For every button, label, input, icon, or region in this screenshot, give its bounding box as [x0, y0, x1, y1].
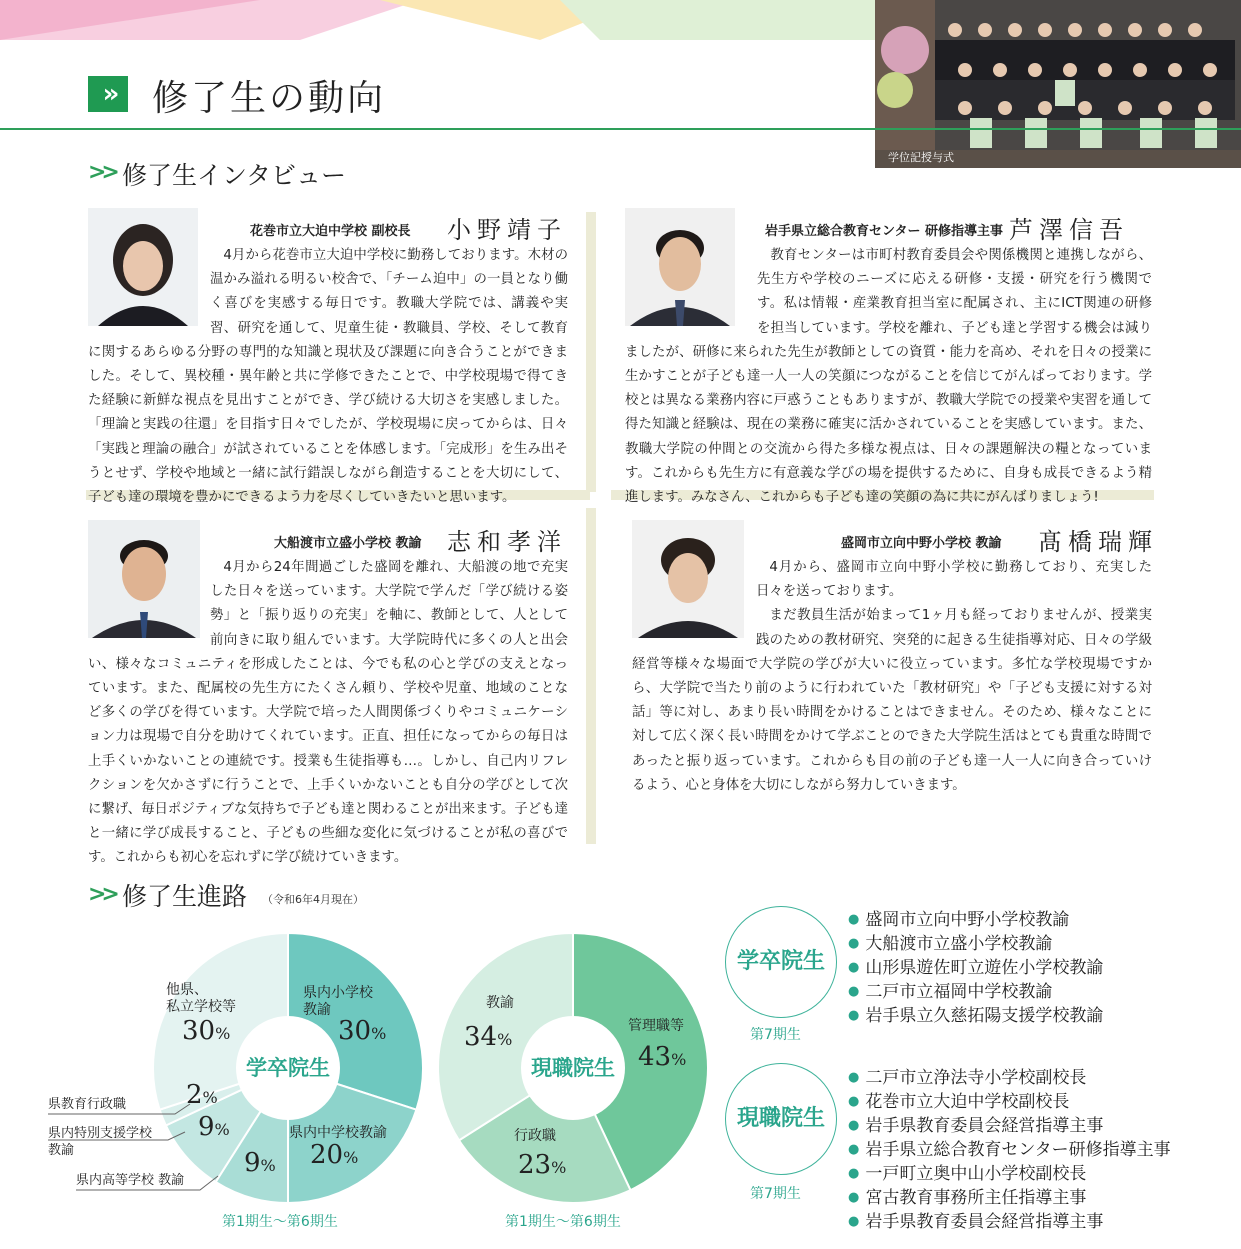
list-graduates	[848, 908, 1103, 1028]
header-rule	[0, 128, 1241, 130]
donut-center-graduates: 学卒院生	[246, 1056, 330, 1080]
period7-graduates: 第7期生	[750, 1027, 801, 1043]
leader-label-special: 県内特別支援学校 教諭	[48, 1126, 153, 1158]
interview-card-3	[88, 556, 568, 871]
list-item: ● 岩手県教育委員会経営指導主事	[848, 1114, 1171, 1138]
interview-text-ono: 4月から花巻市立大迫中学校に勤務しております。木材の温かみ溢れる明るい校舎で、「チーム迫中」の一員となり働く喜びを実感する毎日です。教職大学院では、講義や実習、研究を通して、児童生徒・教職員、学校、そして教育に関するあらゆる分野の専門的な知識と現状及び課題に向き合うことができました。そして、異校種・異年齢と共に学修できたことで、中学校現場で得てきた経験に新鮮な視点を見出すことができ、学び続ける大切さを実感しました。「理論と実践の往還」を目指す日々でしたが、学校現場に戻ってからは、日々「実践と理論の融合」が試されていることを体感します。「完成形」を生み出そうとせず、学校や地域と一緒に試行錯誤しながら創造することを大切にして、子ども達の環境を豊かにできるよう力を尽くしていきたいと思います。	[88, 248, 568, 506]
slice-value-admin: 2%	[186, 1080, 218, 1110]
photo-caption: 学位記授与式	[888, 151, 954, 164]
double-chevron-icon: >>	[88, 160, 115, 185]
divider-vertical-bottom	[586, 508, 596, 844]
list-inservice	[848, 1066, 1171, 1234]
list-item: ● 花巻市立大迫中学校副校長	[848, 1090, 1171, 1114]
list-item: ● 二戸市立福岡中学校教諭	[848, 980, 1103, 1004]
chevron-right-icon: »	[88, 76, 128, 112]
slice-label-elementary: 県内小学校 教諭	[303, 985, 373, 1018]
donut-center-inservice: 現職院生	[531, 1056, 615, 1080]
interview-text-takahashi-2: まだ教員生活が始まって1ヶ月も経っておりませんが、授業実践のための教材研究、突発的に起きる生徒指導対応、日々の学級経営等様々な場面で大学院の学びが大いに役立っています。多忙な学校現場ですから、大学院で当たり前のように行われていた「教材研究」や「子ども支援に対する対話」等に対し、あまり長い時間をかけることはできません。そのため、様々なことに対して広く深く長い時間をかけて学ぶことのできた大学院生活はとても貴重な時間であったと振り返っています。これからも目の前の子ども達一人一人に向き合っていけるよう、心と身体を大切にしながら努力していきます。	[632, 608, 1152, 793]
ceremony-photo	[875, 0, 1241, 168]
period-inservice: 第1期生～第6期生	[505, 1214, 621, 1230]
slice-value-elementary: 30%	[338, 1016, 387, 1046]
slice-value-special: 9%	[198, 1112, 230, 1142]
list-item: ● 岩手県教育委員会経営指導主事	[848, 1210, 1171, 1234]
slice-label-other: 他県、 私立学校等	[166, 982, 236, 1015]
name-ashizawa: 芦澤信吾	[1009, 216, 1129, 244]
slice-value-administration: 23%	[518, 1150, 567, 1180]
name-shiwa: 志和孝洋	[447, 528, 567, 556]
slice-label-teacher: 教諭	[486, 995, 514, 1011]
period7-inservice: 第7期生	[750, 1186, 801, 1202]
page-title: 修了生の動向	[152, 78, 387, 119]
list-item: ● 盛岡市立向中野小学校教諭	[848, 908, 1103, 932]
label-circle-graduates: 学卒院生	[725, 906, 837, 1018]
slice-label-administration: 行政職	[514, 1128, 556, 1144]
interview-card-4	[632, 556, 1152, 798]
slice-label-junior: 県内中学校教諭	[289, 1125, 387, 1141]
affiliation-ashizawa: 岩手県立総合教育センター 研修指導主事	[765, 224, 1004, 239]
interview-text-takahashi-1: 4月から、盛岡市立向中野小学校に勤務しており、充実した日々を送っております。	[756, 560, 1152, 600]
career-note: （令和6年4月現在）	[262, 893, 364, 906]
name-takahashi: 髙橋瑞輝	[1038, 528, 1158, 556]
period-graduates: 第1期生～第6期生	[222, 1214, 338, 1230]
slice-label-management: 管理職等	[628, 1018, 684, 1034]
slice-value-other: 30%	[182, 1016, 231, 1046]
list-item: ● 山形県遊佐町立遊佐小学校教諭	[848, 956, 1103, 980]
list-item: ● 二戸市立浄法寺小学校副校長	[848, 1066, 1171, 1090]
career-heading: 修了生進路	[122, 882, 248, 911]
interview-card-2	[625, 244, 1152, 510]
leader-lines	[40, 1090, 240, 1200]
interview-text-shiwa: 4月から24年間過ごした盛岡を離れ、大船渡の地で充実した日々を送っています。大学院で学んだ「学び続ける姿勢」と「振り返りの充実」を軸に、教師として、人として前向きに取り組んでいます。大学院時代に多くの人と出会い、様々なコミュニティを形成したことは、今でも私の心と学びの支えとなっています。また、配属校の先生方にたくさん頼り、学校や児童、地域のことなど多くの学びを得ています。大学院で培った人間関係づくりやコミュニケーション力は現場で自分を助けてくれています。正直、担任になってからの毎日は上手くいかないことの連続です。授業も生徒指導も…。しかし、自己内リフレクションを欠かさずに行うことで、上手くいかないことも自分の学びとして次に繋げ、毎日ポジティブな気持ちで子ども達と関わることが出来ます。子ども達と一緒に学び成長すること、子どもの些細な変化に気づけることが私の喜びです。これからも初心を忘れずに学び続けていきます。	[88, 560, 568, 866]
divider-vertical-top	[586, 212, 596, 492]
affiliation-takahashi: 盛岡市立向中野小学校 教諭	[841, 536, 1002, 551]
top-decoration	[0, 0, 875, 40]
affiliation-ono: 花巻市立大迫中学校 副校長	[250, 224, 411, 239]
list-item: ● 大船渡市立盛小学校教諭	[848, 932, 1103, 956]
double-chevron-icon: >>	[88, 882, 115, 907]
leader-label-high: 県内高等学校 教諭	[76, 1173, 185, 1188]
list-item: ● 宮古教育事務所主任指導主事	[848, 1186, 1171, 1210]
slice-value-teacher: 34%	[464, 1022, 513, 1052]
leader-label-admin: 県教育行政職	[48, 1097, 127, 1112]
list-item: ● 岩手県立総合教育センター研修指導主事	[848, 1138, 1171, 1162]
interview-text-ashizawa: 教育センターは市町村教育委員会や関係機関と連携しながら、先生方や学校のニーズに応える研修・支援・研究を行う機関です。私は情報・産業教育担当室に配属され、主にICT関連の研修を担当しています。学校を離れ、子ども達と学習する機会は減りましたが、研修に来られた先生が教師としての資質・能力を高め、それを日々の授業に生かすことが子ども達一人一人の笑顔につながることを信じてがんばっております。学校とは異なる業務内容に戸惑うこともありますが、教職大学院での授業や実習を通して得た知識と経験は、現在の業務に確実に活かされていることを実感しています。また、教職大学院の仲間との交流から得た多様な視点は、日々の課題解決の糧となっています。これからも先生方に有意義な学びの場を提供するために、自身も成長できるよう精進します。みなさん、これからも子ども達の笑顔の為に共にがんばりましょう!	[625, 248, 1152, 506]
slice-value-junior: 20%	[310, 1140, 359, 1170]
affiliation-shiwa: 大船渡市立盛小学校 教諭	[274, 536, 422, 551]
interview-card-1	[88, 244, 568, 510]
list-item: ● 岩手県立久慈拓陽支援学校教諭	[848, 1004, 1103, 1028]
name-ono: 小野靖子	[447, 216, 567, 244]
slice-value-management: 43%	[638, 1042, 687, 1072]
list-item: ● 一戸町立奥中山小学校副校長	[848, 1162, 1171, 1186]
interview-heading: 修了生インタビュー	[122, 161, 347, 190]
slice-value-high: 9%	[244, 1148, 276, 1178]
label-circle-inservice: 現職院生	[725, 1063, 837, 1175]
